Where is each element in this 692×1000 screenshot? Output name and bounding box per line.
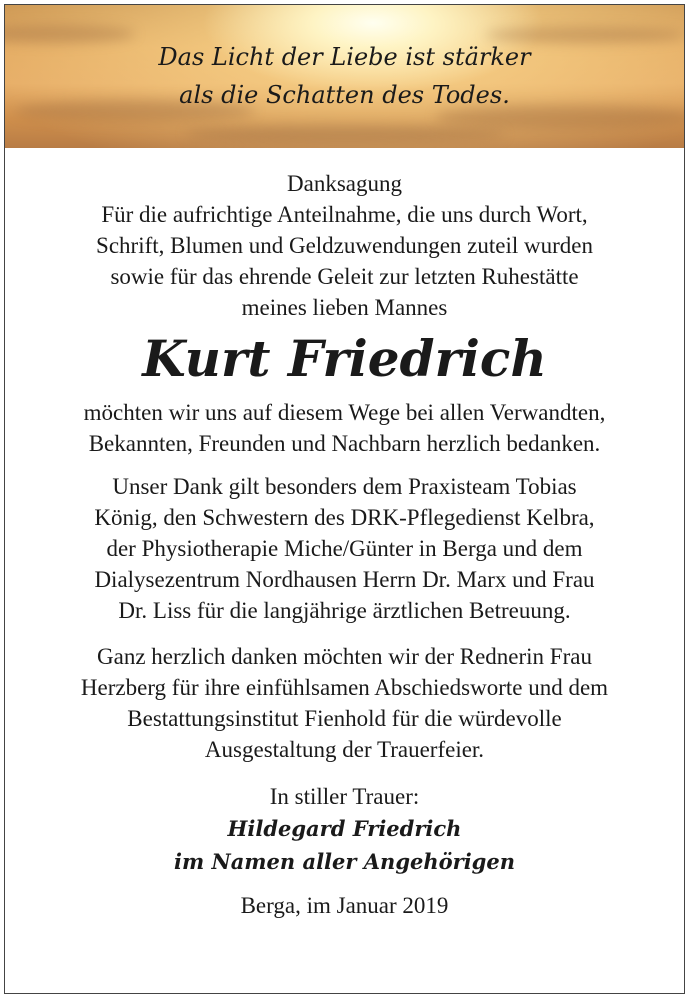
special-thanks-line: König, den Schwestern des DRK-Pflegedienst Kelbra, xyxy=(94,505,595,530)
special-thanks-line: Unser Dank gilt besonders dem Praxisteam Tobias xyxy=(112,474,577,499)
thanks-line: Bekannten, Freunden und Nachbarn herzlich bedanken. xyxy=(88,431,601,456)
heading-danksagung: Danksagung xyxy=(287,171,402,196)
speaker-thanks-line: Herzberg für ihre einfühlsamen Abschiedsworte und dem xyxy=(80,675,609,700)
obituary-card xyxy=(4,4,685,994)
intro-line: Schrift, Blumen und Geldzuwendungen zuteil wurden xyxy=(96,233,593,258)
speaker-thanks-line: Ausgestaltung der Trauerfeier. xyxy=(204,737,485,762)
sunset-banner xyxy=(5,5,684,148)
obituary-text xyxy=(5,148,684,921)
speaker-thanks-line: Bestattungsinstitut Fienhold für die würdevolle xyxy=(127,706,562,731)
intro-line: sowie für das ehrende Geleit zur letzten Ruhestätte xyxy=(110,264,579,289)
motto-line-2: als die Schatten des Todes. xyxy=(179,81,510,109)
motto xyxy=(5,38,684,114)
signature-family: im Namen aller Angehörigen xyxy=(173,849,515,874)
intro-line: Für die aufrichtige Anteilnahme, die uns durch Wort, xyxy=(101,202,588,227)
motto-line-1: Das Licht der Liebe ist stärker xyxy=(158,43,531,71)
place-date: Berga, im Januar 2019 xyxy=(240,893,449,918)
signature-name: Hildegard Friedrich xyxy=(227,816,462,841)
deceased-name: Kurt Friedrich xyxy=(142,329,547,388)
thanks-line: möchten wir uns auf diesem Wege bei allen Verwandten, xyxy=(83,400,606,425)
special-thanks-line: Dialysezentrum Nordhausen Herrn Dr. Marx und Frau xyxy=(94,567,595,592)
speaker-thanks-line: Ganz herzlich danken möchten wir der Rednerin Frau xyxy=(97,644,592,669)
special-thanks-line: der Physiotherapie Miche/Günter in Berga und dem xyxy=(106,536,583,561)
special-thanks-line: Dr. Liss für die langjährige ärztlichen Betreuung. xyxy=(118,598,571,623)
intro-line: meines lieben Mannes xyxy=(241,295,448,320)
mourning-line: In stiller Trauer: xyxy=(269,784,420,809)
